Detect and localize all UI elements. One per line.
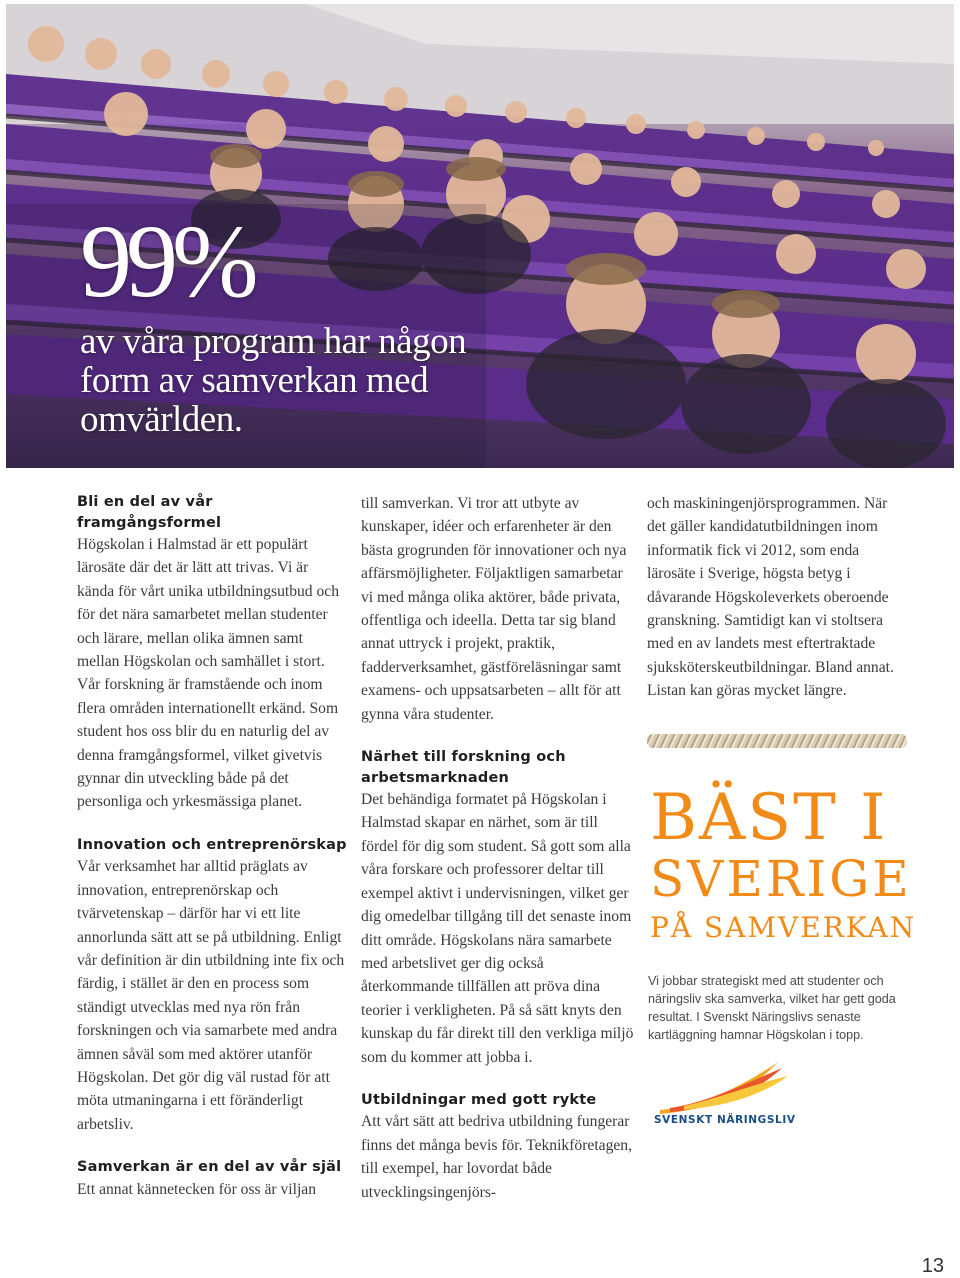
section-heading: Innovation och entreprenörskap — [77, 836, 347, 853]
hero-statistic: 99% — [80, 204, 253, 319]
hero-photo — [6, 4, 954, 468]
paragraph: Högskolan i Halmstad är ett populärt lärosäte där det är lätt att trivas. Vi är kända för vårt unika utbildningsutbud och för det nära samarbetet mellan studenter och lärare, mellan olika ämnen samt mellan Högskolan och samhället i stort. Vår forskning är framstående och inom flera områden internationellt erkänd. Som student hos oss blir du en naturlig del av denna framgångsformel, vilket givetvis gynnar din utveckling både på det personliga och yrkesmässiga planet. — [77, 536, 340, 811]
section-heading: Samverkan är en del av vår själ — [77, 1159, 342, 1176]
section-heading: Utbildningar med gott rykte — [361, 1091, 597, 1108]
paragraph: Det behändiga formatet på Högskolan i Halmstad skapar en närhet, som är till fördel för dig som student. Så gott som alla våra forskare och professorer deltar till exempel aktivt i undervisningen, vilket ger dig omedelbar tillgång till det senaste inom ditt område. Högskolans nära samarbete med arbetslivet ger dig också återkommande tillfällen att pröva dina teorier i verkligheten. På så sätt knyts den kunskap du får direkt till den verkliga miljö som du kommer att jobba i. — [361, 791, 634, 1066]
svenskt-naringsliv-logo — [650, 1058, 810, 1134]
badge-line-1: BÄST I — [650, 781, 888, 855]
paragraph: till samverkan. Vi tror att utbyte av kunskaper, idéer och erfarenheter är den bästa grogrunden för innovationer och nya affärsmöjligheter. Följaktligen samarbetar vi med många olika aktörer, både privata, offentliga och ideella. Detta tar sig bland annat uttryck i projekt, praktik, fadderverksamhet, gästföreläsningar samt examens- och uppsatsarbeten – allt för att gynna våra studenter. — [361, 495, 627, 723]
rope-divider — [647, 734, 907, 748]
hero-subtitle: av våra program har någon form av samverkan med omvärlden. — [80, 321, 467, 440]
paragraph: och maskiningenjörsprogrammen. När det gäller kandidatutbildningen inom informatik fick vi 2012, som enda lärosäte i Sverige, högsta betyg i dåvarande Högskoleverkets oberoende granskning. Samtidigt kan vi stoltsera med en av landets mest eftertraktade sjuksköterskeutbildningar. Bland annat. Listan kan göras mycket längre. — [647, 495, 894, 700]
badge-line-2: SVERIGE — [650, 850, 912, 908]
logo-text: SVENSKT NÄRINGSLIV — [654, 1114, 796, 1126]
section-heading: Närhet till forskning och arbetsmarknaden — [361, 749, 566, 786]
page-number: 13 — [921, 1255, 944, 1277]
paragraph: Vår verksamhet har alltid präglats av innovation, entreprenörskap och tvärvetenskap – därför har vi ett lite annorlunda sätt att se på utbildning. Enligt vår definition är din utbildning inte fix och färdig, i stället är den en process som ständigt utvecklas med nya rön från forskningen och via samarbete med andra ämnen såväl som med aktörer utanför Högskolan. Det gör dig väl rustad för att möta utmaningarna i ett föränderligt arbetsliv. — [77, 858, 345, 1133]
section-heading: Bli en del av vår framgångsformel — [77, 494, 222, 531]
swoosh-icon — [650, 1058, 810, 1118]
best-in-sweden-badge — [650, 781, 917, 948]
hero-headline — [80, 204, 520, 440]
paragraph: Ett annat kännetecken för oss är viljan — [77, 1180, 317, 1198]
article-column-3 — [647, 492, 909, 703]
badge-line-3: PÅ SAMVERKAN — [650, 911, 917, 944]
badge-description: Vi jobbar strategiskt med att studenter och näringsliv ska samverka, vilket har gett goda resultat. I Svenskt Näringslivs senaste kartläggning hamnar Högskolan i topp. — [648, 974, 896, 1042]
article-column-1 — [77, 492, 349, 1201]
paragraph: Att vårt sätt att bedriva utbildning fungerar finns det många bevis för. Teknikföretagen, till exempel, har lovordat både utvecklingsingenjörs- — [361, 1113, 633, 1201]
article-column-2 — [361, 492, 637, 1204]
